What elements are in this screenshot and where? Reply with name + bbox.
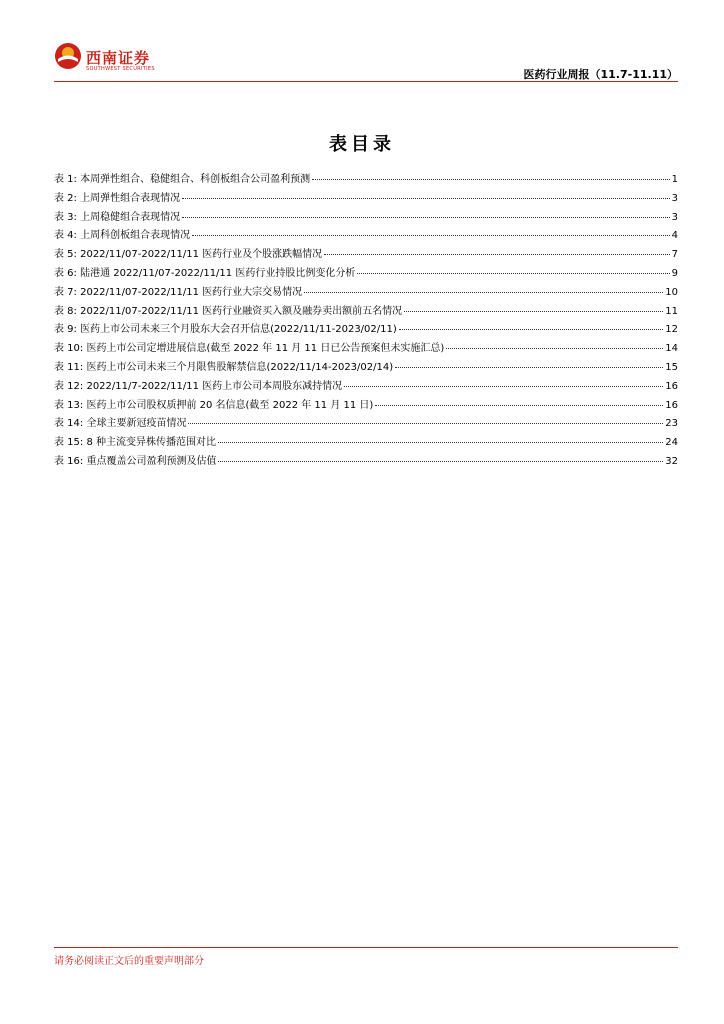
toc-leader-dots	[304, 292, 663, 293]
toc-leader-dots	[404, 311, 663, 312]
toc-entry-page: 14	[665, 343, 678, 355]
toc-leader-dots	[218, 461, 663, 462]
toc-entry-label: 表 2: 上周弹性组合表现情况	[54, 192, 181, 204]
toc-leader-dots	[357, 273, 669, 274]
toc-entry[interactable]	[54, 170, 678, 189]
toc-entry-label: 表 13: 医药上市公司股权质押前 20 名信息(截至 2022 年 11 月 11 日)	[54, 399, 374, 411]
toc-leader-dots	[324, 254, 669, 255]
toc-entry-page: 10	[665, 286, 678, 298]
toc-entry-page: 7	[671, 249, 678, 261]
toc-leader-dots	[344, 386, 663, 387]
toc-heading: 表目录	[329, 134, 395, 155]
toc-entry[interactable]	[54, 433, 678, 452]
toc-entry[interactable]	[54, 245, 678, 264]
toc-entry[interactable]	[54, 452, 678, 471]
toc-entry-label: 表 6: 陆港通 2022/11/07-2022/11/11 医药行业持股比例变化分析	[54, 267, 356, 279]
toc-entry-page: 4	[671, 230, 678, 242]
toc-leader-dots	[375, 405, 663, 406]
toc-entry-page: 23	[665, 418, 678, 430]
logo-text-en: SOUTHWEST SECURITIES	[86, 66, 155, 72]
toc-leader-dots	[395, 367, 663, 368]
toc-entry-label: 表 14: 全球主要新冠疫苗情况	[54, 418, 187, 430]
toc-entry[interactable]	[54, 414, 678, 433]
toc-leader-dots	[182, 198, 670, 199]
toc-leader-dots	[192, 235, 670, 236]
toc-entry[interactable]	[54, 320, 678, 339]
toc-leader-dots	[446, 348, 663, 349]
footer-disclaimer: 请务必阅读正文后的重要声明部分	[54, 956, 204, 967]
toc-entry-page: 15	[665, 361, 678, 373]
company-logo	[54, 42, 174, 76]
logo-emblem-icon	[54, 42, 82, 70]
toc-entry-page: 3	[671, 211, 678, 223]
toc-entry[interactable]	[54, 358, 678, 377]
page-header	[54, 42, 678, 82]
toc-leader-dots	[182, 217, 670, 218]
toc-entry-label: 表 5: 2022/11/07-2022/11/11 医药行业及个股涨跌幅情况	[54, 249, 323, 261]
toc-entry-label: 表 4: 上周科创板组合表现情况	[54, 230, 191, 242]
toc-leader-dots	[399, 329, 663, 330]
toc-leader-dots	[218, 442, 663, 443]
toc-entry-label: 表 7: 2022/11/07-2022/11/11 医药行业大宗交易情况	[54, 286, 303, 298]
toc-entry[interactable]	[54, 339, 678, 358]
toc-entry[interactable]	[54, 377, 678, 396]
toc-entry[interactable]	[54, 264, 678, 283]
toc-entry-label: 表 10: 医药上市公司定增进展信息(截至 2022 年 11 月 11 日已公告预案但未实施汇总)	[54, 343, 445, 355]
document-title: 医药行业周报（11.7-11.11）	[523, 68, 678, 81]
toc-entry-page: 16	[665, 380, 678, 392]
toc-entry-page: 11	[665, 305, 678, 317]
logo-text-cn: 西南证券	[86, 49, 151, 67]
toc-entry-label: 表 11: 医药上市公司未来三个月限售股解禁信息(2022/11/14-2023/02/14)	[54, 361, 394, 373]
toc-entry-page: 32	[665, 455, 678, 467]
toc-entry-page: 3	[671, 192, 678, 204]
toc-entry[interactable]	[54, 208, 678, 227]
footer-divider	[54, 947, 678, 948]
table-of-contents	[54, 170, 678, 471]
toc-entry-label: 表 8: 2022/11/07-2022/11/11 医药行业融资买入额及融券卖出额前五名情况	[54, 305, 403, 317]
toc-entry-page: 9	[671, 267, 678, 279]
toc-entry[interactable]	[54, 396, 678, 415]
header-divider	[54, 81, 678, 82]
toc-leader-dots	[312, 179, 670, 180]
toc-entry[interactable]	[54, 283, 678, 302]
toc-entry-label: 表 1: 本周弹性组合、稳健组合、科创板组合公司盈利预测	[54, 174, 311, 185]
toc-entry[interactable]	[54, 189, 678, 208]
toc-entry-label: 表 15: 8 种主流变异株传播范围对比	[54, 437, 216, 449]
toc-entry-label: 表 16: 重点覆盖公司盈利预测及估值	[54, 455, 217, 467]
toc-entry-label: 表 9: 医药上市公司未来三个月股东大会召开信息(2022/11/11-2023/02/11)	[54, 324, 397, 336]
toc-entry-page: 12	[665, 324, 678, 336]
toc-entry[interactable]	[54, 226, 678, 245]
toc-entry-label: 表 12: 2022/11/7-2022/11/11 医药上市公司本周股东减持情况	[54, 380, 343, 392]
toc-entry-page: 1	[671, 174, 678, 185]
toc-entry-label: 表 3: 上周稳健组合表现情况	[54, 211, 181, 223]
toc-leader-dots	[188, 423, 663, 424]
toc-entry[interactable]	[54, 302, 678, 321]
toc-entry-page: 16	[665, 399, 678, 411]
toc-entry-page: 24	[665, 437, 678, 449]
